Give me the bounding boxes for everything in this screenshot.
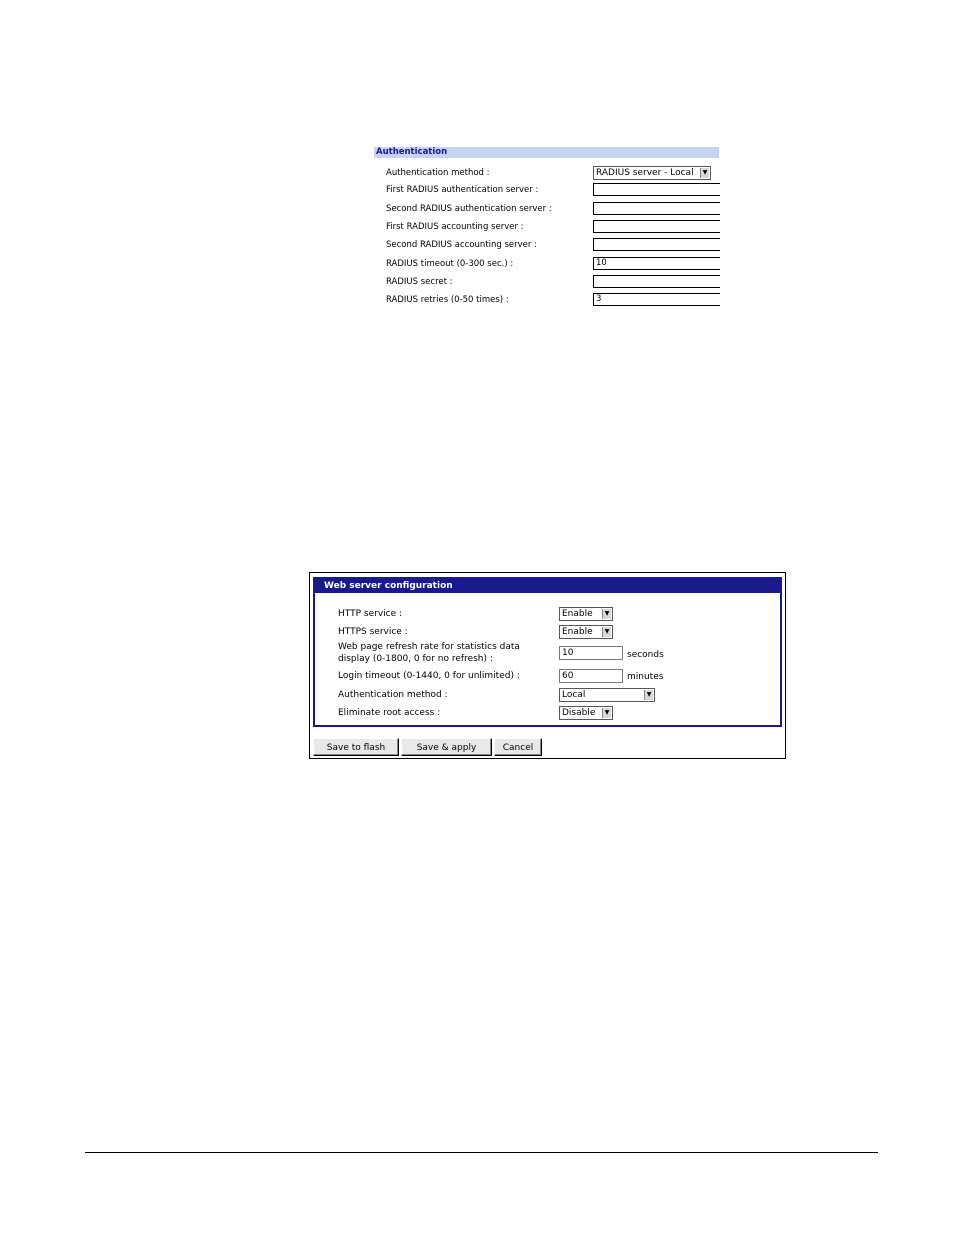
web-server-header: Web server configuration: [315, 579, 780, 593]
auth-method-value: RADIUS server - Local: [596, 168, 694, 178]
login-timeout-unit: minutes: [627, 672, 664, 682]
chevron-down-icon[interactable]: ▼: [602, 708, 611, 718]
second-auth-server-input[interactable]: [593, 202, 720, 215]
https-service-value: Enable: [562, 627, 593, 637]
login-timeout-input[interactable]: 60: [559, 669, 623, 683]
refresh-rate-label-line1: Web page refresh rate for statistics data: [338, 642, 520, 652]
save-apply-button[interactable]: Save & apply: [401, 738, 492, 756]
radius-retries-input[interactable]: 3: [593, 293, 720, 306]
chevron-down-icon[interactable]: ▼: [644, 690, 653, 700]
second-acct-server-input[interactable]: [593, 238, 720, 251]
radius-secret-label: RADIUS secret :: [386, 277, 453, 287]
authentication-header: Authentication: [374, 147, 719, 158]
radius-secret-input[interactable]: [593, 275, 720, 288]
first-auth-server-input[interactable]: [593, 183, 720, 196]
refresh-rate-input[interactable]: 10: [559, 646, 623, 660]
http-service-value: Enable: [562, 609, 593, 619]
web-auth-method-select[interactable]: [559, 688, 655, 702]
first-auth-server-label: First RADIUS authentication server :: [386, 185, 539, 195]
authentication-panel: [374, 147, 720, 312]
chevron-down-icon[interactable]: ▼: [602, 609, 611, 619]
footer-divider: [85, 1152, 878, 1153]
root-access-select[interactable]: [559, 706, 613, 720]
second-acct-server-label: Second RADIUS accounting server :: [386, 240, 537, 250]
http-service-label: HTTP service :: [338, 609, 403, 619]
https-service-select[interactable]: [559, 625, 613, 639]
radius-timeout-input[interactable]: 10: [593, 257, 720, 270]
web-server-config-panel: [309, 572, 786, 759]
second-auth-server-label: Second RADIUS authentication server :: [386, 204, 552, 214]
root-access-value: Disable: [562, 708, 596, 718]
save-to-flash-button[interactable]: Save to flash: [313, 738, 399, 756]
radius-timeout-label: RADIUS timeout (0-300 sec.) :: [386, 259, 514, 269]
first-acct-server-label: First RADIUS accounting server :: [386, 222, 524, 232]
auth-method-select[interactable]: [593, 166, 711, 180]
https-service-label: HTTPS service :: [338, 627, 408, 637]
login-timeout-label: Login timeout (0-1440, 0 for unlimited) :: [338, 671, 520, 681]
refresh-rate-label-line2: display (0-1800, 0 for no refresh) :: [338, 654, 493, 664]
chevron-down-icon[interactable]: ▼: [602, 627, 611, 637]
first-acct-server-input[interactable]: [593, 220, 720, 233]
radius-retries-label: RADIUS retries (0-50 times) :: [386, 295, 509, 305]
auth-method-label: Authentication method :: [386, 168, 490, 178]
cancel-button[interactable]: Cancel: [494, 738, 542, 756]
root-access-label: Eliminate root access :: [338, 708, 441, 718]
http-service-select[interactable]: [559, 607, 613, 621]
web-auth-method-value: Local: [562, 690, 586, 700]
refresh-rate-unit: seconds: [627, 650, 664, 660]
web-auth-method-label: Authentication method :: [338, 690, 448, 700]
web-server-form: [313, 577, 782, 727]
chevron-down-icon[interactable]: ▼: [700, 168, 709, 178]
